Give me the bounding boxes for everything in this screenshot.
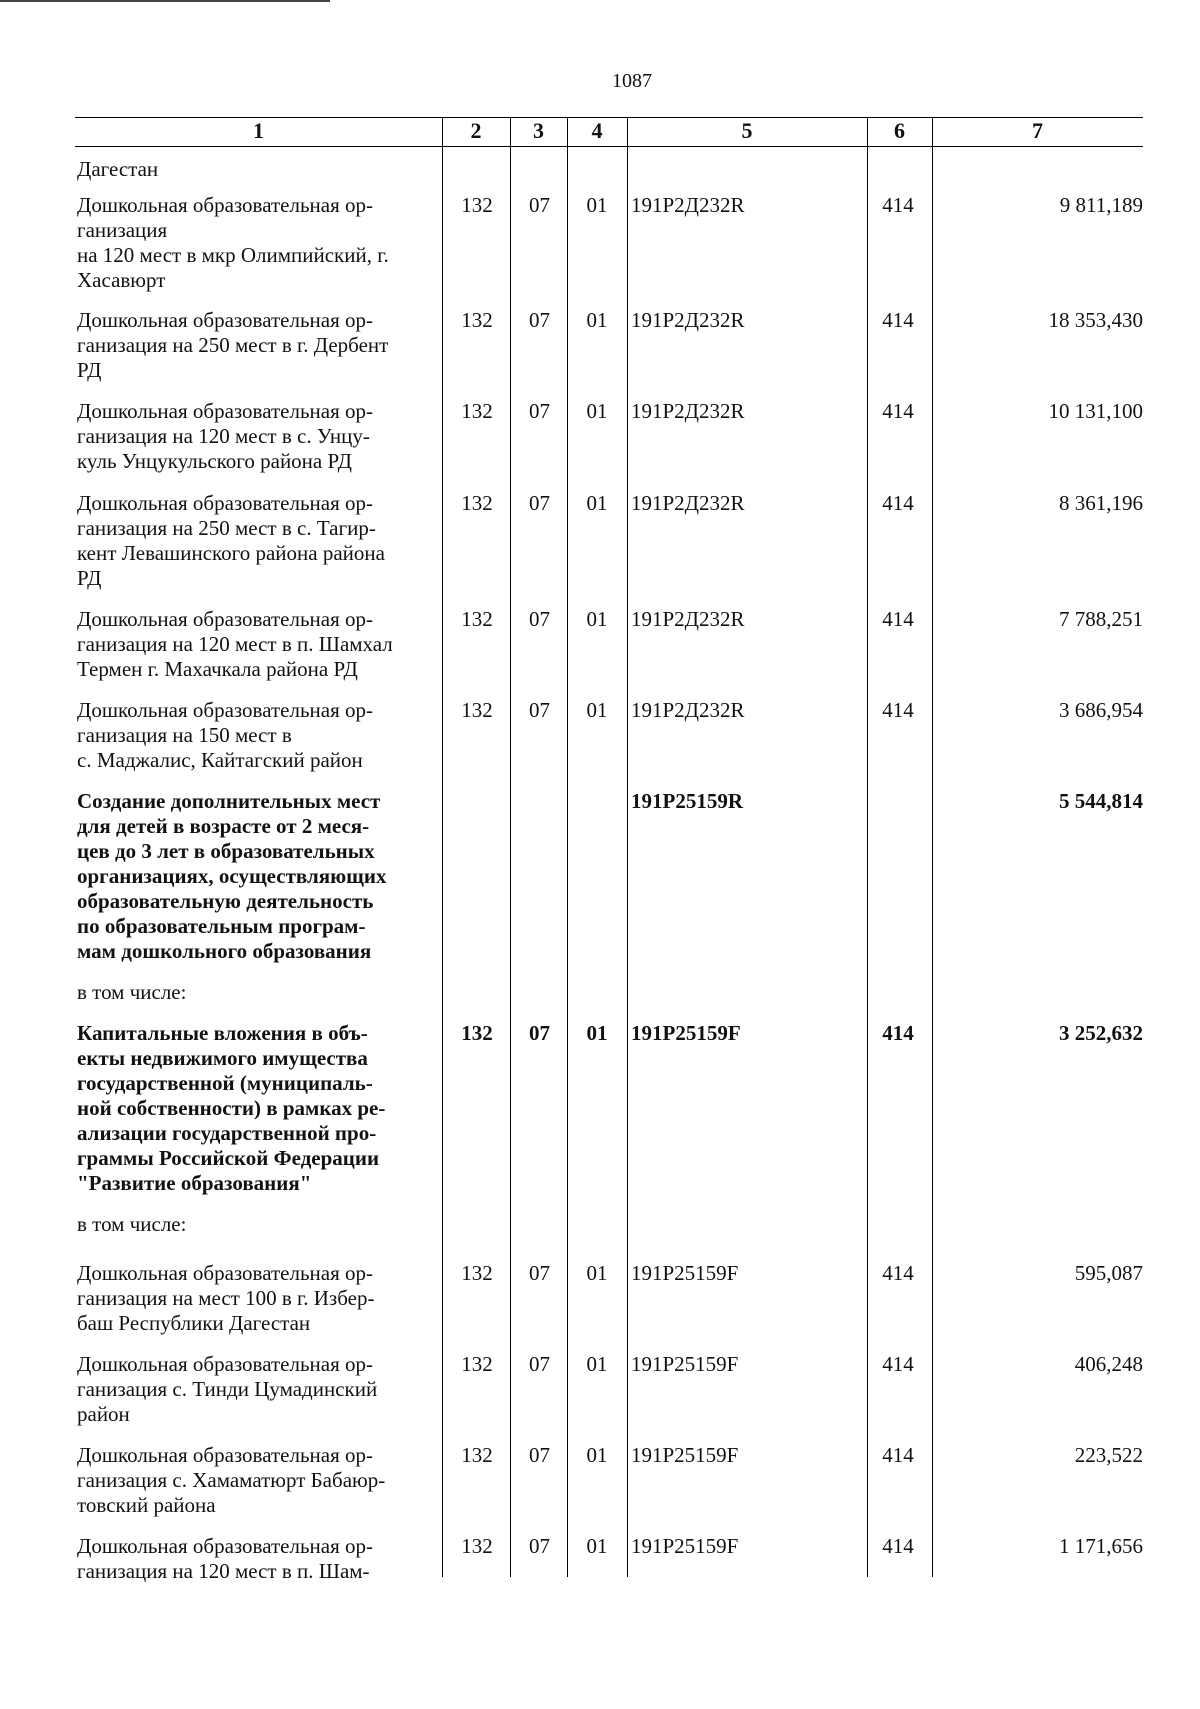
table-cell-c7: 8 361,196 [1059,491,1143,515]
table-cell-c6: 414 [882,308,914,332]
table-cell-c7: 3 252,632 [1059,1021,1143,1045]
table-cell-c7: 5 544,814 [1059,789,1143,813]
table-cell-c3: 07 [529,308,550,332]
table-cell-c5: 191Р25159F [631,1534,739,1558]
column-header-7: 7 [1032,118,1043,143]
column-divider [627,117,628,1577]
table-cell-c4: 01 [586,607,608,631]
row-label: Дошкольная образовательная ор- ганизация на 120 мест в мкр Олимпийский, г. Хасавюрт [77,193,389,292]
table-cell-c6: 414 [882,698,914,722]
table-cell-c2: 132 [461,607,493,631]
table-cell-c7: 10 131,100 [1048,399,1143,423]
table-cell-c2: 132 [461,1443,493,1467]
table-cell-c5: 191Р2Д232R [631,491,745,515]
table-cell-c7: 406,248 [1074,1352,1143,1376]
table-cell-c7: 3 686,954 [1059,698,1143,722]
table-cell-c7: 18 353,430 [1048,308,1143,332]
table-cell-c2: 132 [461,193,493,217]
table-cell-c5: 191Р25159F [631,1021,741,1045]
table-cell-c4: 01 [586,1443,608,1467]
table-cell-c3: 07 [529,1021,550,1045]
table-cell-c3: 07 [529,399,550,423]
page-number: 1087 [612,70,652,92]
row-label: Дошкольная образовательная ор- ганизация на 250 мест в г. Дербент РД [77,308,389,382]
table-cell-c4: 01 [586,1261,608,1285]
table-cell-c2: 132 [461,698,493,722]
table-cell-c5: 191Р2Д232R [631,399,745,423]
table-cell-c5: 191Р2Д232R [631,193,745,217]
table-cell-c4: 01 [586,1534,608,1558]
table-cell-c5: 191Р25159F [631,1352,739,1376]
table-cell-c2: 132 [461,1534,493,1558]
table-cell-c5: 191Р2Д232R [631,698,745,722]
table-cell-c2: 132 [461,491,493,515]
table-cell-c4: 01 [586,399,608,423]
table-cell-c6: 414 [882,491,914,515]
row-label: Дошкольная образовательная ор- ганизация с. Хамаматюрт Бабаюр- товский района [77,1443,386,1517]
table-cell-c5: 191Р25159F [631,1261,739,1285]
table-cell-c3: 07 [529,607,550,631]
table-cell-c7: 223,522 [1074,1443,1143,1467]
row-label: Дошкольная образовательная ор- ганизация на 120 мест в п. Шам- [77,1534,373,1583]
row-label: в том числе: [77,980,187,1004]
table-cell-c4: 01 [586,698,608,722]
table-cell-c4: 01 [586,1352,608,1376]
table-cell-c6: 414 [882,607,914,631]
table-cell-c5: 191Р2Д232R [631,607,745,631]
table-cell-c3: 07 [529,1534,550,1558]
top-edge-line [0,0,330,2]
table-cell-c6: 414 [882,1021,914,1045]
table-cell-c7: 7 788,251 [1059,607,1143,631]
table-cell-c3: 07 [529,1261,550,1285]
table-cell-c2: 132 [461,1261,493,1285]
column-divider [932,117,933,1577]
table-cell-c6: 414 [882,1261,914,1285]
table-cell-c6: 414 [882,1534,914,1558]
column-header-2: 2 [470,118,482,143]
table-cell-c6: 414 [882,193,914,217]
table-cell-c2: 132 [461,1352,493,1376]
column-header-6: 6 [894,118,905,143]
column-header-3: 3 [533,118,544,143]
column-header-1: 1 [253,118,264,143]
table-cell-c3: 07 [529,698,550,722]
table-cell-c6: 414 [882,399,914,423]
column-header-5: 5 [741,118,753,143]
table-cell-c4: 01 [586,491,608,515]
row-label: Дошкольная образовательная ор- ганизация на 250 мест в с. Тагир- кент Левашинского района района РД [77,491,385,590]
table-cell-c7: 1 171,656 [1059,1534,1143,1558]
table-cell-c7: 9 811,189 [1059,193,1143,217]
table-cell-c5: 191Р25159R [631,789,743,813]
table-cell-c2: 132 [461,1021,493,1045]
row-label: в том числе: [77,1212,187,1236]
row-label: Дошкольная образовательная ор- ганизация на 120 мест в с. Унцу- куль Унцукульского района РД [77,399,373,473]
row-label: Дошкольная образовательная ор- ганизация на мест 100 в г. Избер- баш Республики Дагестан [77,1261,375,1335]
column-header-4: 4 [591,118,603,143]
table-cell-c6: 414 [882,1352,914,1376]
row-label: Создание дополнительных мест для детей в возрасте от 2 меся- цев до 3 лет в образовательных организациях, осуществляющих образовательную деятельность по образовательным програм- мам дошкольного образования [77,789,387,963]
table-cell-c2: 132 [461,399,493,423]
table-cell-c4: 01 [586,193,608,217]
row-label: Дошкольная образовательная ор- ганизация на 120 мест в п. Шамхал Термен г. Махачкала района РД [77,607,393,681]
row-label: Дагестан [77,157,159,181]
table-cell-c3: 07 [529,193,550,217]
row-label: Капитальные вложения в объ- екты недвижимого имущества государственной (муниципаль- ной собственности) в рамках ре- ализации государственной про- граммы Российской Федерации "Развитие образования" [77,1021,386,1195]
table-cell-c7: 595,087 [1074,1261,1143,1285]
table-cell-c5: 191Р2Д232R [631,308,745,332]
table-cell-c6: 414 [882,1443,914,1467]
table-cell-c3: 07 [529,1443,550,1467]
table-cell-c2: 132 [461,308,493,332]
table-cell-c3: 07 [529,491,550,515]
row-label: Дошкольная образовательная ор- ганизация с. Тинди Цумадинский район [77,1352,378,1426]
table-cell-c4: 01 [586,308,608,332]
table-cell-c4: 01 [586,1021,608,1045]
table-cell-c3: 07 [529,1352,550,1376]
table-cell-c5: 191Р25159F [631,1443,739,1467]
table-header-border [75,146,1143,147]
row-label: Дошкольная образовательная ор- ганизация на 150 мест в с. Маджалис, Кайтагский район [77,698,373,772]
